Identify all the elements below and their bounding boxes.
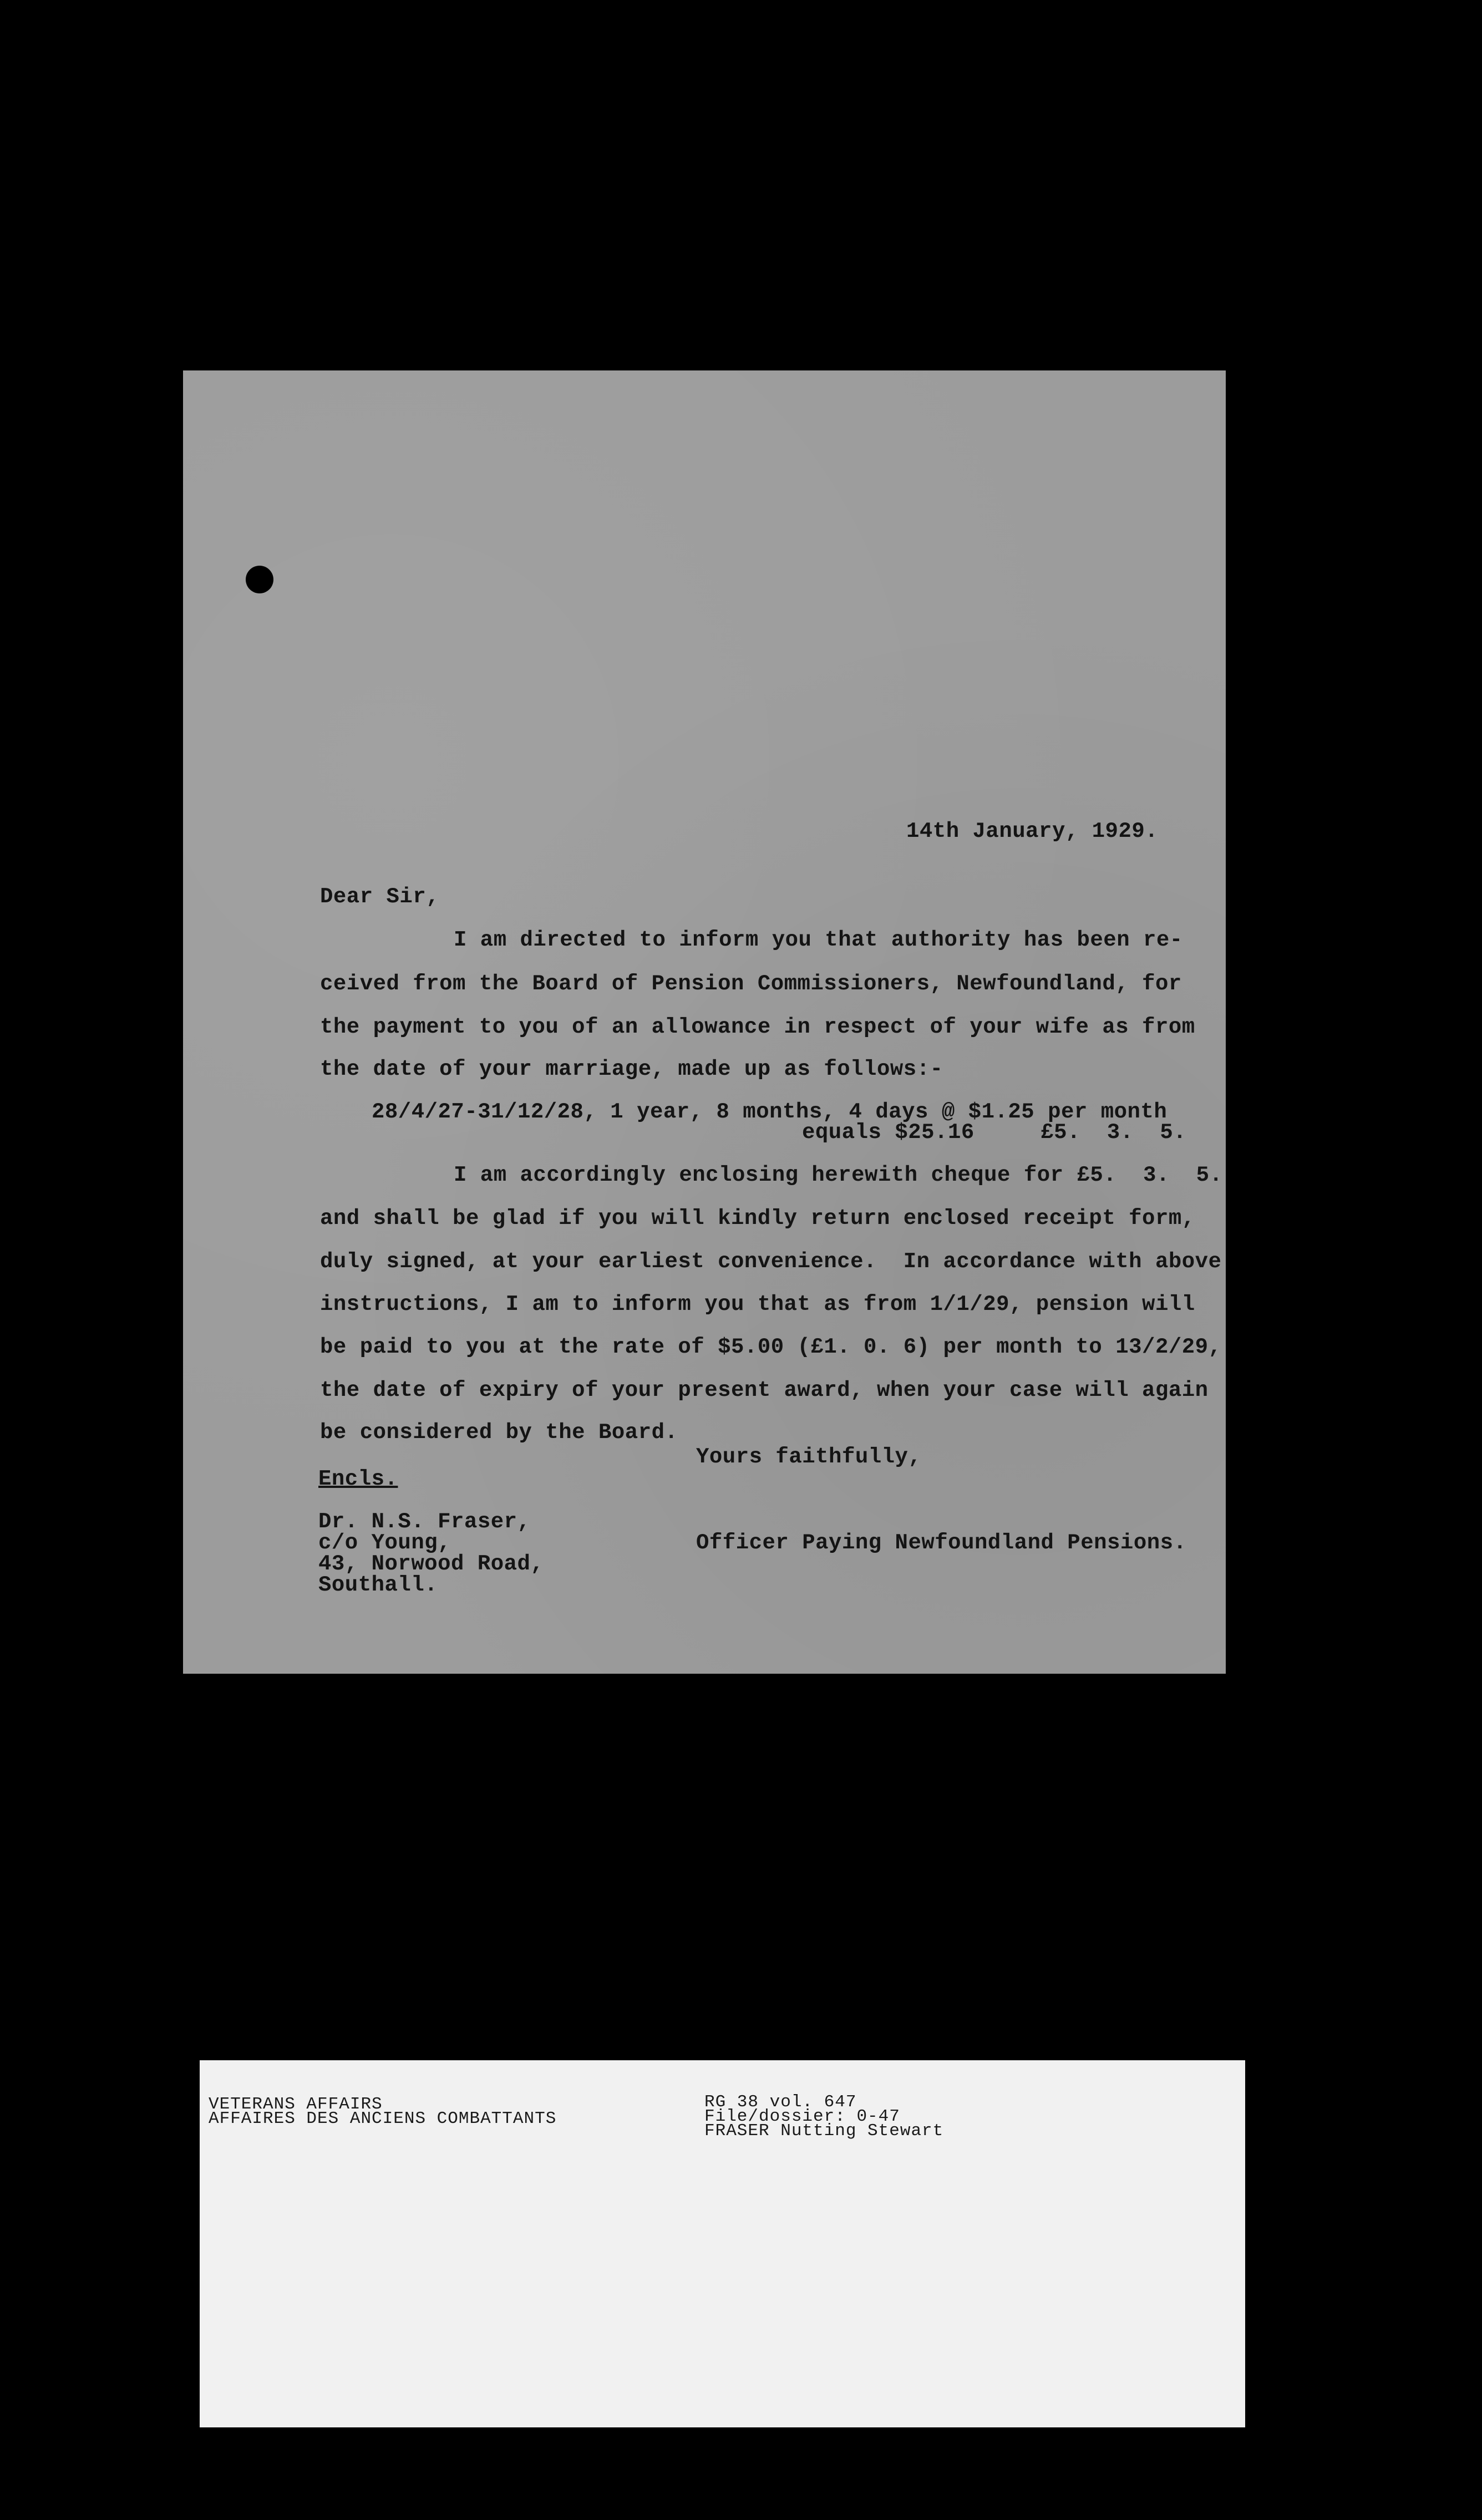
enclosures-label: Encls. [318, 1467, 398, 1491]
archive-reference-card [200, 2060, 1245, 2427]
card-ref-line: FRASER Nutting Stewart [704, 2121, 944, 2141]
body-line: be considered by the Board. [320, 1420, 678, 1445]
letter-date: 14th January, 1929. [906, 819, 1159, 844]
closing: Yours faithfully, [696, 1445, 922, 1469]
body-line: the date of your marriage, made up as follows:- [320, 1057, 943, 1081]
body-line: instructions, I am to inform you that as from 1/1/29, pension will [320, 1292, 1195, 1317]
punch-hole [246, 566, 273, 593]
address-line: Dr. N.S. Fraser, [318, 1510, 531, 1534]
address-line: c/o Young, [318, 1531, 451, 1555]
letter-page [183, 370, 1226, 1674]
card-org-line: VETERANS AFFAIRS [209, 2095, 383, 2114]
body-line: I am accordingly enclosing herewith cheque for £5. 3. 5. [454, 1163, 1223, 1187]
card-ref-line: File/dossier: 0-47 [704, 2107, 900, 2126]
body-line: duly signed, at your earliest convenience. In accordance with above [320, 1249, 1222, 1274]
body-line: the payment to you of an allowance in respect of your wife as from [320, 1015, 1195, 1039]
body-line: and shall be glad if you will kindly return enclosed receipt form, [320, 1206, 1195, 1231]
calculation-line: 28/4/27-31/12/28, 1 year, 8 months, 4 days @ $1.25 per month [372, 1100, 1168, 1124]
address-line: 43, Norwood Road, [318, 1552, 544, 1576]
body-line: the date of expiry of your present award, when your case will again [320, 1378, 1209, 1403]
salutation: Dear Sir, [320, 885, 440, 909]
address-line: Southall. [318, 1573, 438, 1597]
body-line: be paid to you at the rate of $5.00 (£1. 0. 6) per month to 13/2/29, [320, 1335, 1222, 1359]
body-line: ceived from the Board of Pension Commissioners, Newfoundland, for [320, 972, 1182, 996]
card-org-line: AFFAIRES DES ANCIENS COMBATTANTS [209, 2109, 557, 2128]
calculation-total: equals $25.16 £5. 3. 5. [802, 1120, 1187, 1145]
body-line: I am directed to inform you that authority has been re- [454, 928, 1183, 952]
card-ref-line: RG 38 vol. 647 [704, 2092, 857, 2112]
signature-title: Officer Paying Newfoundland Pensions. [696, 1531, 1187, 1555]
